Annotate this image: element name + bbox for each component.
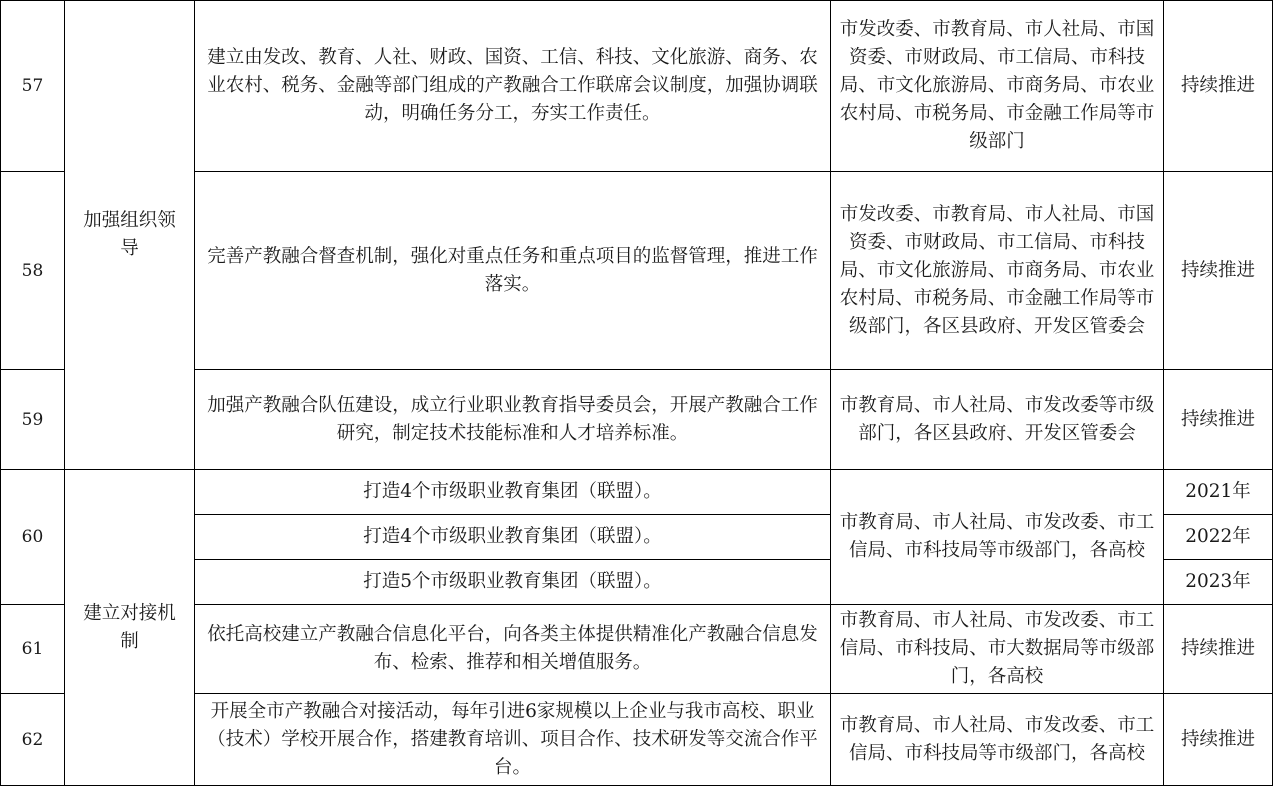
category-cell: 建立对接机制 <box>65 470 195 786</box>
time-cell: 持续推进 <box>1164 694 1273 786</box>
department-cell: 市教育局、市人社局、市发改委等市级部门，各区县政府、开发区管委会 <box>831 370 1164 470</box>
time-cell: 2022年 <box>1164 515 1273 560</box>
time-cell: 持续推进 <box>1164 172 1273 370</box>
table-row <box>1 470 1273 515</box>
time-cell: 持续推进 <box>1164 605 1273 694</box>
task-cell: 打造4个市级职业教育集团（联盟）。 <box>195 470 831 515</box>
department-cell: 市发改委、市教育局、市人社局、市国资委、市财政局、市工信局、市科技局、市文化旅游局、市商务局、市农业农村局、市税务局、市金融工作局等市级部门 <box>831 1 1164 172</box>
time-cell: 持续推进 <box>1164 370 1273 470</box>
department-cell: 市教育局、市人社局、市发改委、市工信局、市科技局等市级部门，各高校 <box>831 694 1164 786</box>
row-number: 57 <box>1 1 65 172</box>
category-cell: 加强组织领导 <box>65 1 195 470</box>
row-number: 59 <box>1 370 65 470</box>
table-row <box>1 1 1273 172</box>
department-cell: 市教育局、市人社局、市发改委、市工信局、市科技局、市大数据局等市级部门，各高校 <box>831 605 1164 694</box>
task-cell: 加强产教融合队伍建设，成立行业职业教育指导委员会，开展产教融合工作研究，制定技术技能标准和人才培养标准。 <box>195 370 831 470</box>
time-cell: 2023年 <box>1164 560 1273 605</box>
row-number: 61 <box>1 605 65 694</box>
row-number: 62 <box>1 694 65 786</box>
row-number: 60 <box>1 470 65 605</box>
time-cell: 2021年 <box>1164 470 1273 515</box>
row-number: 58 <box>1 172 65 370</box>
department-cell: 市发改委、市教育局、市人社局、市国资委、市财政局、市工信局、市科技局、市文化旅游局、市商务局、市农业农村局、市税务局、市金融工作局等市级部门，各区县政府、开发区管委会 <box>831 172 1164 370</box>
task-cell: 打造5个市级职业教育集团（联盟）。 <box>195 560 831 605</box>
task-cell: 建立由发改、教育、人社、财政、国资、工信、科技、文化旅游、商务、农业农村、税务、金融等部门组成的产教融合工作联席会议制度，加强协调联动，明确任务分工，夯实工作责任。 <box>195 1 831 172</box>
task-cell: 依托高校建立产教融合信息化平台，向各类主体提供精准化产教融合信息发布、检索、推荐和相关增值服务。 <box>195 605 831 694</box>
task-cell: 完善产教融合督查机制，强化对重点任务和重点项目的监督管理，推进工作落实。 <box>195 172 831 370</box>
task-cell: 打造4个市级职业教育集团（联盟）。 <box>195 515 831 560</box>
task-cell: 开展全市产教融合对接活动，每年引进6家规模以上企业与我市高校、职业（技术）学校开展合作，搭建教育培训、项目合作、技术研发等交流合作平台。 <box>195 694 831 786</box>
department-cell: 市教育局、市人社局、市发改委、市工信局、市科技局等市级部门，各高校 <box>831 470 1164 605</box>
time-cell: 持续推进 <box>1164 1 1273 172</box>
